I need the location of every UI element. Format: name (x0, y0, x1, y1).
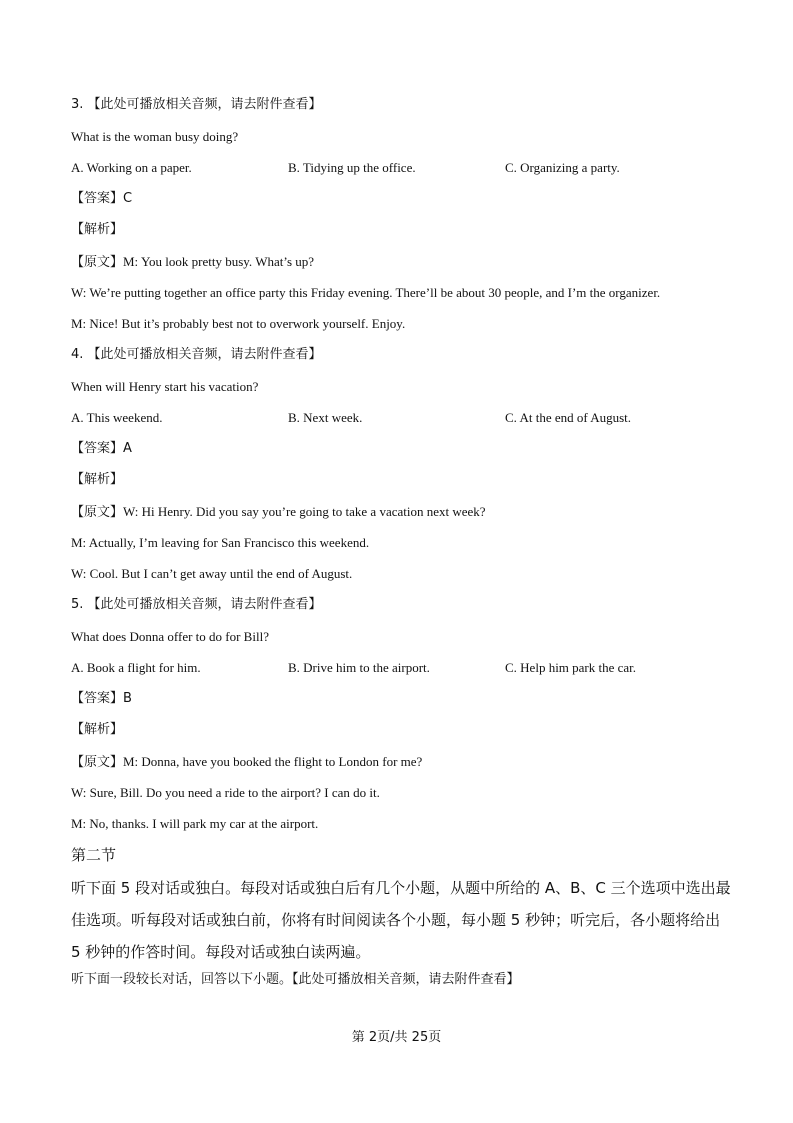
q3-transcript-line: 【原文】M: You look pretty busy. What’s up? (71, 254, 315, 269)
q4-header: 4. 【此处可播放相关音频，请去附件查看】 (71, 347, 322, 362)
q4-question: When will Henry start his vacation? (71, 379, 259, 394)
q4-option-a: A. This weekend. (71, 410, 163, 425)
q3-transcript-line: W: We’re putting together an office party this Friday evening. There’ll be about 30 people, and I’m the organizer. (71, 285, 661, 300)
q4-transcript-line: W: Cool. But I can’t get away until the end of August. (71, 566, 353, 581)
q5-transcript-line: M: No, thanks. I will park my car at the airport. (71, 816, 319, 831)
listening-prompt: 听下面一段较长对话，回答以下小题。【此处可播放相关音频，请去附件查看】 (71, 972, 520, 987)
q5-answer: 【答案】B (71, 691, 132, 706)
q3-header: 3. 【此处可播放相关音频，请去附件查看】 (71, 97, 322, 112)
q5-transcript-line: 【原文】M: Donna, have you booked the flight to London for me? (71, 754, 423, 769)
q3-analysis: 【解析】 (71, 222, 124, 237)
q5-option-b: B. Drive him to the airport. (288, 660, 430, 675)
q5-analysis: 【解析】 (71, 722, 124, 737)
q4-option-b: B. Next week. (288, 410, 363, 425)
q5-transcript-line: W: Sure, Bill. Do you need a ride to the airport? I can do it. (71, 785, 380, 800)
q3-option-a: A. Working on a paper. (71, 160, 192, 175)
section-instructions: 听下面 5 段对话或独白。每段对话或独白后有几个小题，从题中所给的 A、B、C 三个选项中选出最佳选项。听每段对话或独白前，你将有时间阅读各个小题，每小题 5 秒钟；听完后，各小题将给出 5 秒钟的作答时间。每段对话或独白读两遍。 (71, 879, 731, 961)
section-title: 第二节 (71, 846, 117, 864)
q5-question: What does Donna offer to do for Bill? (71, 629, 269, 644)
q4-answer: 【答案】A (71, 441, 132, 456)
q4-transcript-line: 【原文】W: Hi Henry. Did you say you’re going to take a vacation next week? (71, 504, 486, 519)
q3-option-b: B. Tidying up the office. (288, 160, 416, 175)
q5-option-c: C. Help him park the car. (505, 660, 637, 675)
page-number: 第 2页/共 25页 (351, 1030, 442, 1045)
q3-transcript-line: M: Nice! But it’s probably best not to overwork yourself. Enjoy. (71, 316, 406, 331)
q5-header: 5. 【此处可播放相关音频，请去附件查看】 (71, 597, 322, 612)
q4-transcript-line: M: Actually, I’m leaving for San Francisco this weekend. (71, 535, 370, 550)
q3-option-c: C. Organizing a party. (505, 160, 620, 175)
q4-option-c: C. At the end of August. (505, 410, 632, 425)
q3-answer: 【答案】C (71, 191, 133, 206)
q4-analysis: 【解析】 (71, 472, 124, 487)
q5-option-a: A. Book a flight for him. (71, 660, 201, 675)
q3-question: What is the woman busy doing? (71, 129, 239, 144)
